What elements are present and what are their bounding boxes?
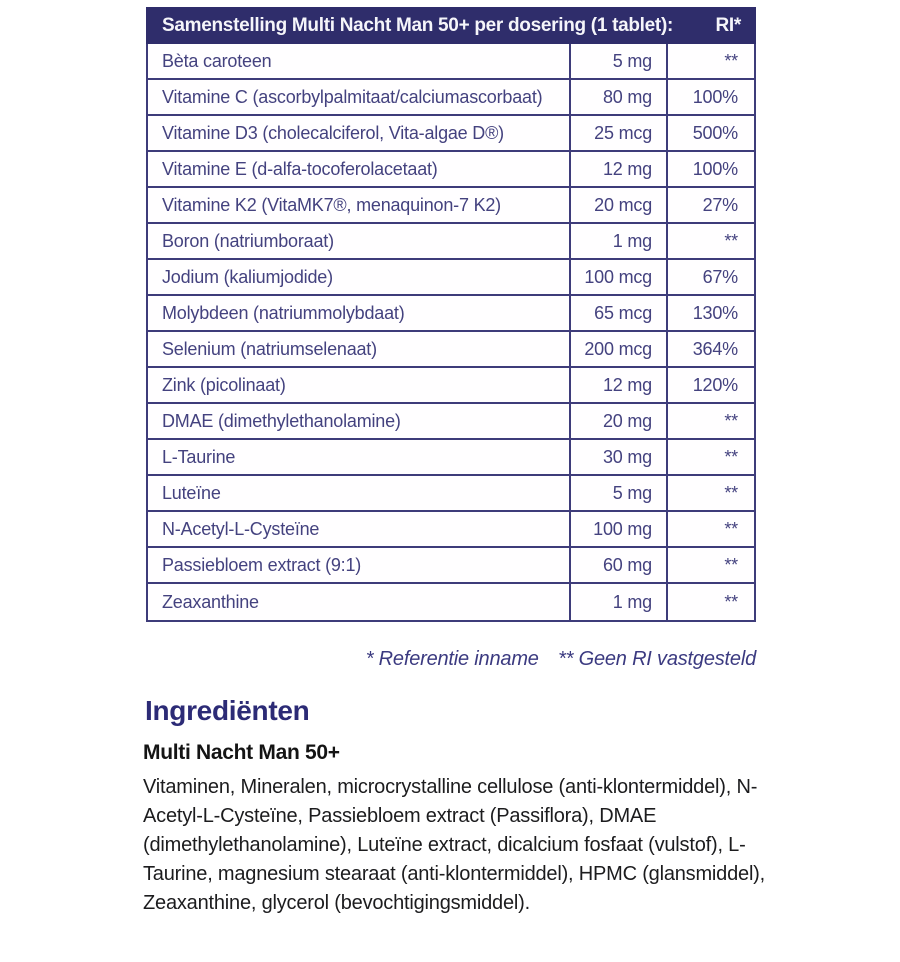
table-row (148, 512, 754, 548)
ingredient-name-cell: Vitamine C (ascorbylpalmitaat/calciumascorbaat) (162, 86, 543, 107)
table-row (148, 152, 754, 188)
composition-table-header (146, 7, 756, 44)
table-row (148, 404, 754, 440)
ri-cell: ** (666, 584, 754, 620)
table-row (148, 368, 754, 404)
footnote-no-ri: ** Geen RI vastgesteld (558, 648, 756, 670)
amount-cell: 1 mg (569, 224, 666, 258)
ri-cell: ** (666, 44, 754, 78)
footnote (146, 648, 756, 671)
amount-cell: 100 mcg (569, 260, 666, 294)
table-row (148, 116, 754, 152)
ri-cell: 120% (666, 368, 754, 402)
table-row (148, 188, 754, 224)
amount-cell: 25 mcg (569, 116, 666, 150)
content-column (143, 7, 766, 918)
ingredient-name-cell: Zeaxanthine (162, 591, 259, 612)
ingredient-name-cell: Bèta caroteen (162, 50, 272, 71)
ingredient-name-cell: Zink (picolinaat) (162, 374, 286, 395)
amount-cell: 60 mg (569, 548, 666, 582)
amount-cell: 12 mg (569, 368, 666, 402)
product-name: Multi Nacht Man 50+ (143, 741, 340, 764)
ingredient-name-cell: N-Acetyl-L-Cysteïne (162, 518, 320, 539)
table-row (148, 548, 754, 584)
ri-cell: 500% (666, 116, 754, 150)
ri-cell: 67% (666, 260, 754, 294)
table-row (148, 44, 754, 80)
composition-table-body (146, 44, 756, 622)
ingredient-name-cell: Luteïne (162, 482, 221, 503)
amount-cell: 65 mcg (569, 296, 666, 330)
amount-cell: 12 mg (569, 152, 666, 186)
ingredient-name-cell: Vitamine D3 (cholecalciferol, Vita-algae D®) (162, 122, 504, 143)
table-row (148, 80, 754, 116)
ingredient-name-cell: Vitamine K2 (VitaMK7®, menaquinon-7 K2) (162, 194, 501, 215)
table-row (148, 224, 754, 260)
ri-cell: ** (666, 404, 754, 438)
ri-cell: ** (666, 548, 754, 582)
footnote-reference-intake: * Referentie inname (365, 648, 539, 670)
table-row (148, 332, 754, 368)
amount-cell: 100 mg (569, 512, 666, 546)
ri-cell: ** (666, 224, 754, 258)
ingredient-name-cell: Boron (natriumboraat) (162, 230, 334, 251)
ingredient-name-cell: Selenium (natriumselenaat) (162, 338, 377, 359)
ri-cell: 100% (666, 152, 754, 186)
ri-cell: ** (666, 440, 754, 474)
ri-cell: ** (666, 512, 754, 546)
amount-cell: 5 mg (569, 476, 666, 510)
amount-cell: 30 mg (569, 440, 666, 474)
table-row (148, 296, 754, 332)
amount-cell: 20 mcg (569, 188, 666, 222)
ri-cell: 364% (666, 332, 754, 366)
ingredient-name-cell: Jodium (kaliumjodide) (162, 266, 333, 287)
amount-cell: 200 mcg (569, 332, 666, 366)
ingredient-name-cell: L-Taurine (162, 446, 236, 467)
ri-cell: 100% (666, 80, 754, 114)
ingredient-name-cell: Vitamine E (d-alfa-tocoferolacetaat) (162, 158, 438, 179)
table-row (148, 584, 754, 620)
ri-cell: 27% (666, 188, 754, 222)
ri-cell: ** (666, 476, 754, 510)
amount-cell: 1 mg (569, 584, 666, 620)
amount-cell: 5 mg (569, 44, 666, 78)
ingredients-heading: Ingrediënten (145, 695, 310, 726)
ingredient-name-cell: Passiebloem extract (9:1) (162, 554, 362, 575)
ingredient-name-cell: Molybdeen (natriummolybdaat) (162, 302, 405, 323)
table-row (148, 260, 754, 296)
ri-column-header: RI* (715, 14, 741, 36)
composition-table-title: Samenstelling Multi Nacht Man 50+ per dosering (1 tablet): (162, 14, 674, 36)
ingredients-text: Vitaminen, Mineralen, microcrystalline cellulose (anti-klontermiddel), N-Acetyl-L-Cysteïne, Passiebloem extract (Passiflora), DMAE (dimethylethanolamine), Luteïne extract, dicalcium fosfaat (vulstof), L-Taurine, magnesium stearaat (anti-klontermiddel), HPMC (glansmiddel), Zeaxanthine, glycerol (bevochtigingsmiddel). (143, 776, 766, 914)
amount-cell: 80 mg (569, 80, 666, 114)
amount-cell: 20 mg (569, 404, 666, 438)
table-row (148, 476, 754, 512)
ingredient-name-cell: DMAE (dimethylethanolamine) (162, 410, 401, 431)
table-row (148, 440, 754, 476)
ri-cell: 130% (666, 296, 754, 330)
